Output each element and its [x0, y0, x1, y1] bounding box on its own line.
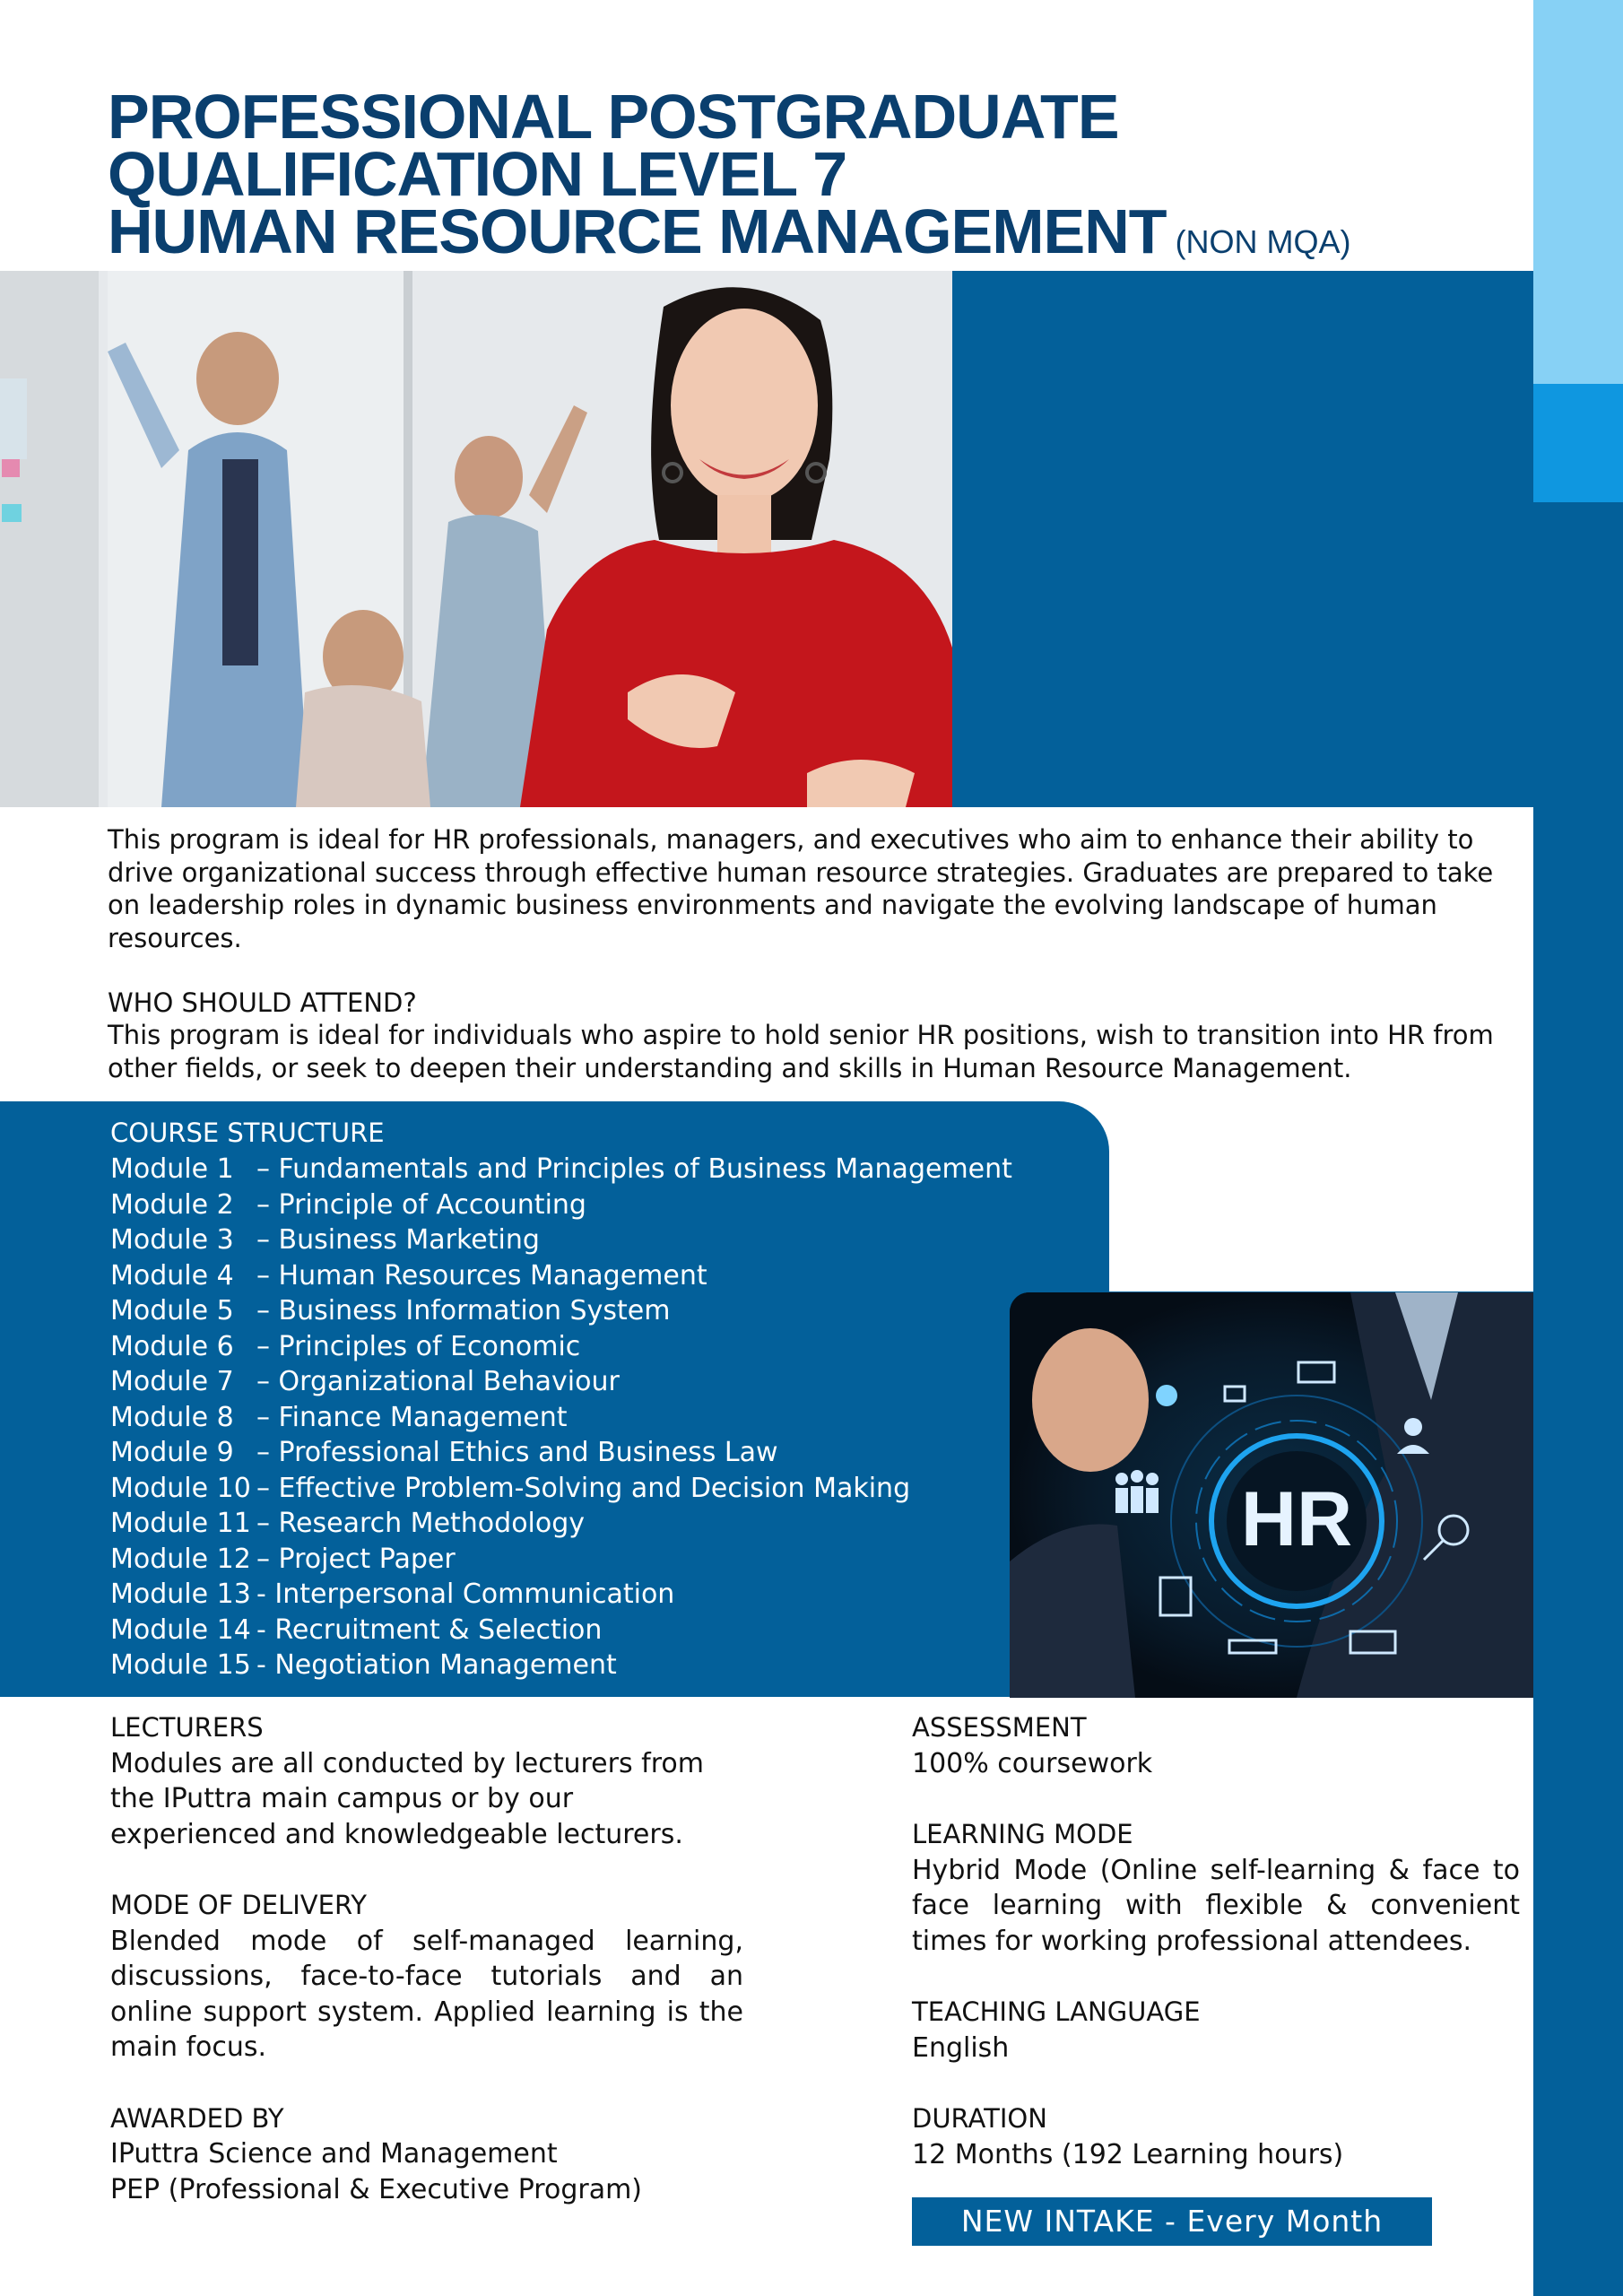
- right-info-column: [912, 1710, 1520, 2172]
- title-line-1: PROFESSIONAL POSTGRADUATE: [108, 82, 1119, 152]
- module-number: Module 14: [110, 1613, 251, 1646]
- module-number: Module 1: [110, 1153, 234, 1185]
- module-item: [110, 1400, 1012, 1436]
- module-name: – Business Marketing: [256, 1224, 540, 1256]
- who-should-attend-body: This program is ideal for individuals who aspire to hold senior HR positions, wish to transition into HR from other fields, or seek to deepen their understanding and skills in Human Resource Management.: [108, 1020, 1494, 1083]
- module-item: [110, 1329, 1012, 1365]
- right-light-accent: [1533, 0, 1623, 384]
- module-number: Module 4: [110, 1259, 234, 1292]
- module-name: – Fundamentals and Principles of Business Management: [256, 1153, 1012, 1185]
- module-name: – Project Paper: [256, 1543, 456, 1575]
- module-name: - Recruitment & Selection: [256, 1613, 603, 1646]
- module-number: Module 11: [110, 1508, 251, 1539]
- module-number: Module 9: [110, 1437, 234, 1468]
- module-item: [110, 1364, 1012, 1400]
- module-item: [110, 1222, 1012, 1258]
- module-number: Module 8: [110, 1401, 234, 1433]
- teaching-language-body: English: [912, 2031, 1010, 2064]
- module-item: [110, 1542, 1012, 1578]
- module-name: – Professional Ethics and Business Law: [256, 1437, 778, 1468]
- module-name: - Negotiation Management: [256, 1649, 617, 1681]
- new-intake-banner: NEW INTAKE - Every Month: [912, 2197, 1432, 2246]
- module-number: Module 7: [110, 1366, 234, 1397]
- hero-blue-panel: [950, 271, 1533, 807]
- module-number: Module 6: [110, 1330, 234, 1362]
- course-structure-heading: COURSE STRUCTURE: [110, 1118, 385, 1148]
- module-list: [110, 1152, 1012, 1683]
- module-item: [110, 1293, 1012, 1329]
- module-number: Module 10: [110, 1472, 251, 1504]
- hr-concept-image: [1010, 1292, 1533, 1698]
- lecturers-heading: LECTURERS: [110, 1712, 264, 1743]
- title-suffix: (NON MQA): [1175, 223, 1351, 260]
- title-line-2: QUALIFICATION LEVEL 7: [108, 139, 847, 209]
- assessment-body: 100% coursework: [912, 1747, 1153, 1779]
- page-title: [108, 82, 1524, 271]
- module-item: [110, 1613, 1012, 1648]
- module-name: – Principle of Accounting: [256, 1188, 586, 1221]
- module-name: – Effective Problem-Solving and Decision Making: [256, 1472, 911, 1504]
- module-name: – Research Methodology: [256, 1508, 586, 1539]
- module-number: Module 3: [110, 1224, 234, 1256]
- learning-mode-heading: LEARNING MODE: [912, 1819, 1133, 1849]
- module-item: [110, 1506, 1012, 1542]
- teaching-language-heading: TEACHING LANGUAGE: [912, 1996, 1201, 2027]
- module-item: [110, 1577, 1012, 1613]
- duration-heading: DURATION: [912, 2103, 1047, 2134]
- module-name: – Human Resources Management: [256, 1259, 707, 1292]
- learning-mode-body: Hybrid Mode (Online self-learning & face to face learning with flexible & convenient times for working professional attendees.: [912, 1854, 1520, 1957]
- module-item: [110, 1258, 1012, 1294]
- module-number: Module 2: [110, 1188, 234, 1221]
- hero-photo: [0, 271, 952, 807]
- module-item: [110, 1435, 1012, 1471]
- module-number: Module 12: [110, 1543, 251, 1575]
- module-name: – Business Information System: [256, 1295, 671, 1326]
- module-number: Module 5: [110, 1295, 234, 1326]
- awarded-line-2: PEP (Professional & Executive Program): [110, 2173, 643, 2205]
- awarded-heading: AWARDED BY: [110, 2102, 284, 2134]
- module-item: [110, 1187, 1012, 1223]
- module-item: [110, 1471, 1012, 1507]
- module-item: [110, 1648, 1012, 1683]
- lecturers-body: Modules are all conducted by lecturers from the IPuttra main campus or by our experienced and knowledgeable lecturers.: [110, 1747, 704, 1850]
- right-mid-accent: [1533, 384, 1623, 502]
- title-line-3: [108, 196, 1524, 271]
- module-name: – Principles of Economic: [256, 1330, 581, 1362]
- who-should-attend-heading: WHO SHOULD ATTEND?: [108, 987, 417, 1018]
- delivery-body: Blended mode of self-managed learning, discussions, face-to-face tutorials and an online support system. Applied learning is the main focus.: [110, 1925, 743, 2063]
- intro-paragraph: This program is ideal for HR professionals, managers, and executives who aim to enhance their ability to drive organizational success through effective human resource strategies. Graduates are prepared to take on leadership roles in dynamic business environments and navigate the evolving landscape of human resources.: [108, 824, 1494, 953]
- module-name: – Finance Management: [256, 1401, 568, 1433]
- module-number: Module 15: [110, 1649, 251, 1681]
- module-name: – Organizational Behaviour: [256, 1366, 620, 1397]
- hr-image-text: HR: [1240, 1476, 1353, 1562]
- assessment-heading: ASSESSMENT: [912, 1712, 1087, 1743]
- delivery-heading: MODE OF DELIVERY: [110, 1890, 367, 1920]
- module-name: - Interpersonal Communication: [256, 1578, 675, 1610]
- duration-body: 12 Months (192 Learning hours): [912, 2138, 1344, 2170]
- module-number: Module 13: [110, 1578, 251, 1610]
- left-info-column: [110, 1710, 743, 2207]
- awarded-line-1: IPuttra Science and Management: [110, 2138, 558, 2170]
- module-item: [110, 1152, 1012, 1187]
- title-line-3-text: HUMAN RESOURCE MANAGEMENT: [108, 196, 1167, 266]
